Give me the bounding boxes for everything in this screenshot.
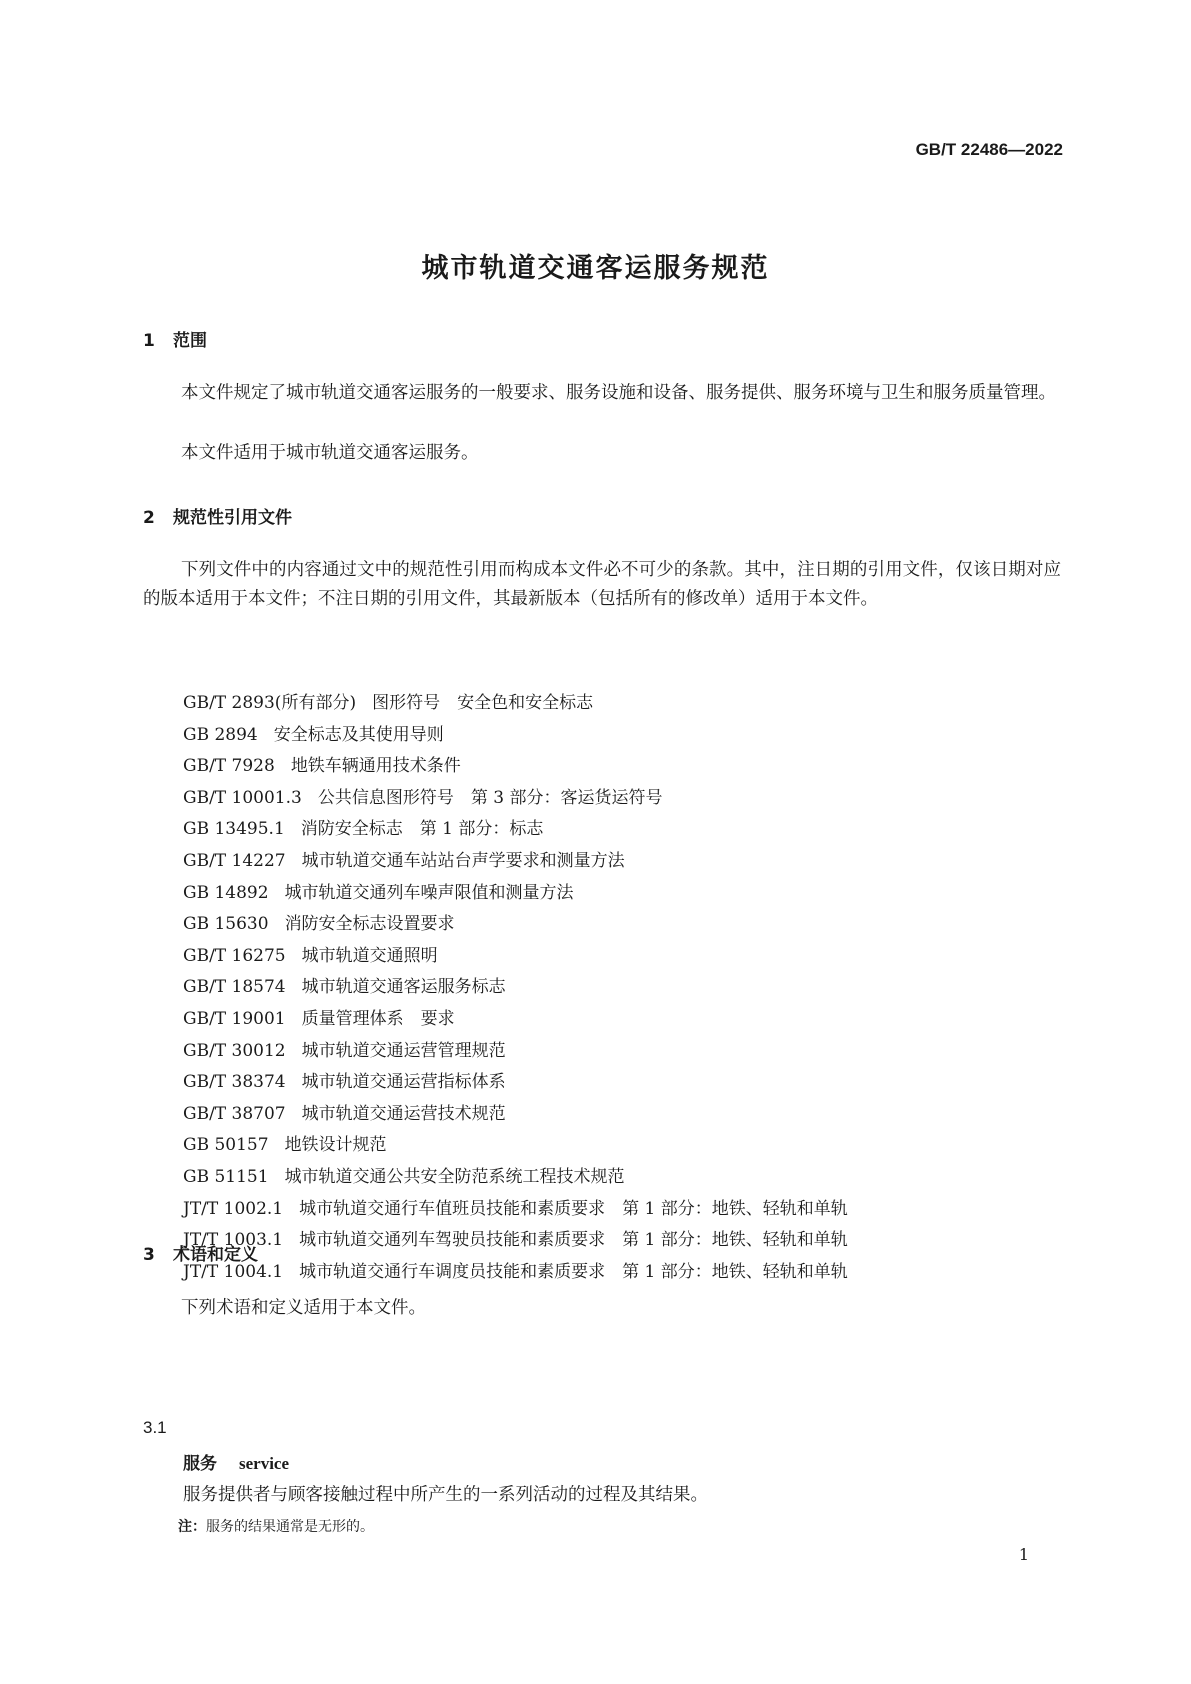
reference-item <box>183 1257 848 1289</box>
reference-title: 城市轨道交通行车调度员技能和素质要求 第 1 部分：地铁、轻轨和单轨 <box>299 1261 848 1282</box>
clause-number: 3.1 <box>143 1418 167 1437</box>
section-number: 3 <box>143 1245 155 1265</box>
reference-item <box>183 688 848 720</box>
reference-item <box>183 941 848 973</box>
reference-title: 消防安全标志设置要求 <box>284 914 455 935</box>
term-english: service <box>239 1454 290 1473</box>
reference-item <box>183 1036 848 1068</box>
reference-code: GB/T 10001.3 <box>183 787 302 808</box>
reference-title: 城市轨道交通列车驾驶员技能和素质要求 第 1 部分：地铁、轻轨和单轨 <box>299 1230 848 1251</box>
reference-title: 城市轨道交通照明 <box>301 945 438 966</box>
normative-reference-list <box>183 688 848 1288</box>
reference-item <box>183 909 848 941</box>
reference-code: GB/T 16275 <box>183 945 286 966</box>
reference-code: JT/T 1002.1 <box>183 1198 284 1219</box>
reference-item <box>183 814 848 846</box>
reference-title: 城市轨道交通运营管理规范 <box>301 1040 506 1061</box>
term-definition: 服务提供者与顾客接触过程中所产生的一系列活动的过程及其结果。 <box>183 1485 708 1505</box>
reference-code: GB 51151 <box>183 1166 269 1187</box>
reference-item <box>183 972 848 1004</box>
note-label: 注： <box>178 1519 206 1535</box>
reference-code: GB/T 38374 <box>183 1072 286 1093</box>
reference-title: 城市轨道交通车站站台声学要求和测量方法 <box>301 850 625 871</box>
reference-code: GB/T 7928 <box>183 756 275 777</box>
reference-title: 城市轨道交通行车值班员技能和素质要求 第 1 部分：地铁、轻轨和单轨 <box>299 1198 848 1219</box>
section-3-heading <box>143 1240 258 1265</box>
reference-title: 消防安全标志 第 1 部分：标志 <box>300 819 544 840</box>
reference-title: 城市轨道交通客运服务标志 <box>301 977 506 998</box>
term-chinese: 服务 <box>183 1454 217 1474</box>
reference-item <box>183 1004 848 1036</box>
reference-item <box>183 1130 848 1162</box>
reference-code: GB/T 14227 <box>183 850 286 871</box>
section-2-paragraph-1: 下列文件中的内容通过文中的规范性引用而构成本文件必不可少的条款。其中，注日期的引用文件，仅该日期对应的版本适用于本文件；不注日期的引用文件，其最新版本（包括所有的修改单）适用于本文件。 <box>143 560 1061 609</box>
document-title: 城市轨道交通客运服务规范 <box>421 253 770 284</box>
reference-code: GB 13495.1 <box>183 819 285 840</box>
reference-code: GB 14892 <box>183 882 269 903</box>
reference-title: 地铁车辆通用技术条件 <box>290 756 461 777</box>
reference-item <box>183 751 848 783</box>
section-1-paragraph-1: 本文件规定了城市轨道交通客运服务的一般要求、服务设施和设备、服务提供、服务环境与卫生和服务质量管理。 <box>181 383 1056 403</box>
section-1-heading <box>143 326 207 351</box>
reference-title: 图形符号 安全色和安全标志 <box>372 693 594 713</box>
reference-code: GB 50157 <box>183 1135 269 1156</box>
reference-item <box>183 783 848 815</box>
page-number: 1 <box>1018 1545 1029 1564</box>
reference-title: 城市轨道交通运营技术规范 <box>301 1103 506 1124</box>
reference-code: JT/T 1004.1 <box>183 1261 284 1282</box>
standard-number: GB/T 22486—2022 <box>915 140 1063 159</box>
note-text: 服务的结果通常是无形的。 <box>206 1519 374 1535</box>
reference-title: 城市轨道交通列车噪声限值和测量方法 <box>284 882 574 903</box>
reference-code: GB/T 18574 <box>183 977 286 998</box>
reference-item <box>183 1067 848 1099</box>
section-number: 2 <box>143 508 155 528</box>
term-note <box>178 1516 374 1536</box>
reference-title: 公共信息图形符号 第 3 部分：客运货运符号 <box>317 787 663 808</box>
reference-code: GB/T 38707 <box>183 1103 286 1124</box>
reference-code: GB/T 30012 <box>183 1040 286 1061</box>
section-title: 范围 <box>173 331 207 351</box>
reference-item <box>183 878 848 910</box>
reference-title: 城市轨道交通公共安全防范系统工程技术规范 <box>284 1166 625 1187</box>
section-2-heading <box>143 503 292 528</box>
reference-code: GB/T 2893(所有部分) <box>183 693 357 713</box>
section-number: 1 <box>143 331 155 351</box>
reference-title: 安全标志及其使用导则 <box>273 724 444 745</box>
reference-title: 地铁设计规范 <box>284 1135 387 1156</box>
reference-item <box>183 720 848 752</box>
reference-item <box>183 1099 848 1131</box>
reference-code: GB 15630 <box>183 914 269 935</box>
term-entry <box>183 1449 289 1474</box>
reference-item <box>183 1194 848 1226</box>
section-3-paragraph-1: 下列术语和定义适用于本文件。 <box>181 1298 426 1318</box>
section-title: 术语和定义 <box>173 1245 258 1265</box>
reference-code: GB/T 19001 <box>183 1008 286 1029</box>
section-title: 规范性引用文件 <box>173 508 292 528</box>
reference-code: JT/T 1003.1 <box>183 1230 284 1251</box>
reference-item <box>183 1225 848 1257</box>
reference-item <box>183 846 848 878</box>
section-1-paragraph-2: 本文件适用于城市轨道交通客运服务。 <box>181 443 479 463</box>
reference-title: 质量管理体系 要求 <box>301 1008 455 1029</box>
reference-item <box>183 1162 848 1194</box>
reference-code: GB 2894 <box>183 724 258 745</box>
reference-title: 城市轨道交通运营指标体系 <box>301 1072 506 1093</box>
